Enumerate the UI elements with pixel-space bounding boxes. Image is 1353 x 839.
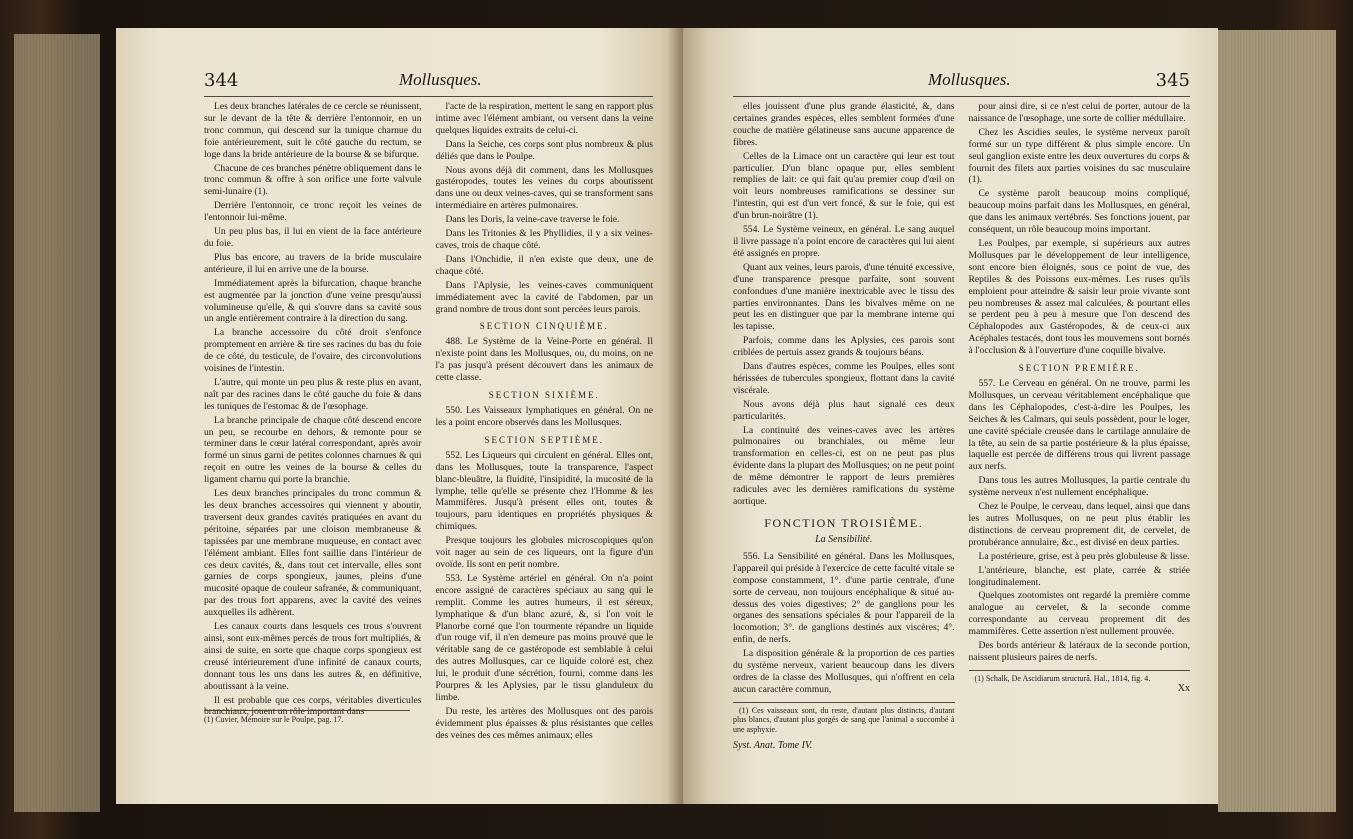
- paragraph: Immédiatement après la bifurcation, chaque branche est augmentée par la jonction d'une veine presqu'aussi volumineuse qu'elle, & qui s'ouvre dans sa cavité sous un angle entièrement contraire à la direction du sang.: [204, 277, 422, 325]
- right-folio: 345: [1155, 70, 1190, 91]
- right-running-title: Mollusques.: [928, 70, 1011, 89]
- paragraph: Nous avons déjà dit comment, dans les Mollusques gastéropodes, toutes les veines du corps aboutissent dans une ou deux veines-caves, qui se transforment sans intermédiaire en artères pulmonaires.: [435, 164, 653, 212]
- right-col2-footnote: (1) Schalk, De Ascidiarum structurâ. Hal., 1814, fig. 4.: [974, 673, 1151, 683]
- paragraph: Dans les Tritonies & les Phyllidies, il y a six veines-caves, trois de chaque côté.: [435, 228, 653, 251]
- signature-mark: Syst. Anat. Tome IV.: [733, 740, 813, 752]
- right-page: [683, 28, 1218, 804]
- section-heading: SECTION SIXIÈME.: [488, 390, 600, 401]
- paragraph: Chacune de ces branches pénètre obliquement dans le tronc commun & offre à son orifice une forte valvule semi-lunaire (1).: [204, 162, 422, 198]
- paragraph: 552. Les Liqueurs qui circulent en général. Elles ont, dans les Mollusques, toute la transparence, l'aspect blanc-bleuâtre, la fluidité, l'insipidité, la mucosité de la lymphe, telle qu'elle se présente chez l'Homme & les Mammifères. Jusqu'à présent elles ont, toutes & toujours, paru identiques en propriétés physiques & chimiques.: [435, 449, 653, 533]
- paragraph: Celles de la Limace ont un caractère qui leur est tout particulier. D'un blanc opaque pur, elles semblent remplies de lait: ce qui fait qu'au premier coup d'œil on voit leurs nombreuses ramifications se dessiner sur l'intestin, qui est d'un vert foncé, & sur le foie, qui est d'un brun-noirâtre (1).: [733, 150, 955, 222]
- paragraph: Dans tous les autres Mollusques, la partie centrale du système nerveux n'est nullement encéphalique.: [968, 475, 1190, 499]
- paragraph: pour ainsi dire, si ce n'est celui de porter, autour de la naissance de l'œsophage, une sorte de collier médullaire.: [968, 101, 1190, 124]
- paragraph: La continuité des veines-caves avec les artères pulmonaires ou branchiales, ou même leur transformation en celles-ci, est on ne peut pas plus évidente dans la plupart des Mollusques; on ne peut point de même démontrer le rapport de leurs premières radicules avec les dernières ramifications du système aortique.: [733, 424, 955, 507]
- paragraph: La postérieure, grise, est à peu près globuleuse & lisse.: [978, 550, 1190, 562]
- paragraph: Dans l'Onchidie, il n'en existe que deux, une de chaque côté.: [435, 253, 653, 277]
- catchword: Xx: [1177, 683, 1190, 695]
- paragraph: Il est probable que ces corps, véritables diverticules branchiaux, jouent un rôle important dans: [204, 694, 422, 718]
- paragraph: Du reste, les artères des Mollusques ont des parois évidemment plus épaisses & plus résistantes que celles des veines des ces mêmes animaux; elles: [435, 705, 653, 741]
- section-heading: SECTION CINQUIÈME.: [479, 321, 609, 332]
- right-page-column-2: [969, 101, 1191, 751]
- paragraph: Plus bas encore, au travers de la bride musculaire antérieure, il lui en arrive une de la bourse.: [204, 251, 422, 275]
- paragraph: Dans la Seiche, ces corps sont plus nombreux & plus déliés que dans le Poulpe.: [435, 138, 653, 162]
- paragraph: La disposition générale & la proportion de ces parties du système nerveux, varient beaucoup dans les divers ordres de la classe des Mollusques, qui n'offrent en cela aucun caractère commun,: [733, 648, 955, 695]
- left-footnote-area: [204, 710, 410, 724]
- paragraph: l'acte de la respiration, mettent le sang en rapport plus intime avec l'élément ambiant, ou versent dans la veine quelques liquides extraits de celui-ci.: [435, 101, 653, 136]
- left-page: [116, 28, 683, 804]
- paragraph: L'autre, qui monte un peu plus & reste plus en avant, naît par des racines dans le côté gauche du foie & dans les tuniques de l'estomac & de l'œsophage.: [204, 376, 422, 412]
- paragraph: Presque toujours les globules microscopiques qu'on voit nager au sein de ces liqueurs, ont la figure d'un ovoïde. Ils sont en petit nombre.: [435, 535, 653, 570]
- chapter-heading: FONCTION TROISIÈME.: [764, 515, 924, 530]
- left-folio: 344: [204, 70, 239, 91]
- paragraph: Les deux branches latérales de ce cercle se réunissent, sur le devant de la tête & derrière l'entonnoir, en un tronc commun, qui descend sur la tunique charnue du foie antérieurement, suit le côté gauche du rectum, se loge dans la bride antérieure de la bourse & se bifurque.: [204, 101, 422, 160]
- right-col2-footnotes: [969, 670, 1191, 684]
- page-edges-left: [14, 34, 100, 812]
- paragraph: Chez le Poulpe, le cerveau, dans lequel, ainsi que dans les autres Mollusques, on ne peut plus établir les distinctions de cerveau proprement dit, de cervelet, de protubérance annulaire, &c., est divisé en deux parties.: [968, 501, 1190, 548]
- paragraph: 556. La Sensibilité en général. Dans les Mollusques, l'appareil qui préside à l'exercice de cette faculté vitale se compose constamment, 1°. d'une partie centrale, d'une sorte de cerveau, non toujours encéphalique & situé au-dessus des voies digestives; 2° de ganglions pour les organes des sensations spéciales & pour l'appareil de la locomotion; 3°. de ganglions destinés aux viscères; 4°. enfin, de nerfs.: [733, 550, 955, 646]
- left-page-column-1: [204, 101, 422, 744]
- paragraph: Des bords antérieur & latéraux de la seconde portion, naissent plusieurs paires de nerfs.: [968, 640, 1190, 663]
- paragraph: Dans d'autres espèces, comme les Poulpes, elles sont hérissées de tubercules spongieux, flottant dans la cavité viscérale.: [733, 361, 955, 396]
- paragraph: 554. Le Système veineux, en général. Le sang auquel il livre passage n'a point encore de caractères qui lui aient été assignés en propre.: [733, 224, 955, 259]
- right-running-head: [733, 70, 1190, 97]
- section-heading: SECTION SEPTIÈME.: [484, 434, 604, 445]
- paragraph: Parfois, comme dans les Aplysies, ces parois sont criblées de pertuis assez grands & toujours béans.: [733, 335, 955, 359]
- paragraph: L'antérieure, blanche, est plate, carrée & striée longitudinalement.: [968, 564, 1190, 588]
- paragraph: La branche principale de chaque côté descend encore un peu, se recourbe en dehors, & remonte pour se terminer dans le cœur latéral correspondant, après avoir formé un sinus garni de petites colonnes charnues & qui reçoit en outre les veines de la bourse & celles du ligament charnu qui porte la branchie.: [204, 414, 422, 486]
- paragraph: Ce système paroît beaucoup moins compliqué, beaucoup moins parfait dans les Mollusques, en général, que dans les animaux vertébrés. Ses fonctions jouent, par conséquent, un rôle beaucoup moins important.: [968, 188, 1190, 236]
- paragraph: elles jouissent d'une plus grande élasticité, &, dans certaines grandes espèces, elles semblent formées d'une couche de matière gélatineuse sans aucune apparence de fibres.: [733, 101, 955, 148]
- left-footnote: (1) Cuvier, Mémoire sur le Poulpe, pag. 17.: [204, 715, 344, 724]
- paragraph: Les deux branches principales du tronc commun & les deux branches accessoires qui viennent y aboutir, traversent deux grandes cavités pratiquées en avant du péritoine, séparées par une cloison membraneuse & tapissées par une membrane muqueuse, en contact avec l'élément ambiant. Elles font saillie dans l'intérieur de ces deux cavités, &, dans tout cet intervalle, elles sont garnies de corps spongieux, jaunes, pleins d'une mucosité opaque de couleur safranée, & communiquant, par des trous fort apparens, avec la cavité des veines auxquelles ils adhèrent.: [204, 488, 422, 619]
- paragraph: Quelques zootomistes ont regardé la première comme analogue au cervelet, & la seconde comme correspondante au cerveau proprement dit des mammifères. Cette assertion n'est nullement prouvée.: [968, 590, 1190, 638]
- right-col1-footnotes: [733, 702, 955, 735]
- page-edges-right: [1218, 30, 1336, 812]
- right-col1-footnote: (1) Ces vaisseaux sont, du reste, d'autant plus distincts, d'autant plus blancs, d'autant plus gorgés de sang que l'animal a succombé à une asphyxie.: [733, 705, 955, 734]
- paragraph: Nous avons déjà plus haut signalé ces deux particularités.: [733, 398, 955, 422]
- paragraph: Un peu plus bas, il lui en vient de la face antérieure du foie.: [204, 226, 422, 249]
- paragraph: Quant aux veines, leurs parois, d'une ténuité excessive, d'une transparence presque parfaite, sont souvent confondues d'une manière inextricable avec le tissu des parties environnantes. Dans les bivalves même on ne peut les en distinguer que par la membrane interne qui les tapisse.: [733, 261, 955, 333]
- paragraph: 488. Le Système de la Veine-Porte en général. Il n'existe point dans les Mollusques, ou, du moins, on ne l'a pas jusqu'à présent découvert dans les animaux de cette classe.: [435, 336, 653, 384]
- paragraph: La branche accessoire du côté droit s'enfonce promptement en arrière & tire ses racines du bas du foie de ce côté, du testicule, de l'ovaire, des circonvolutions voisines de l'intestin.: [204, 327, 422, 375]
- paragraph: Dans les Doris, la veine-cave traverse le foie.: [445, 214, 620, 226]
- paragraph: 557. Le Cerveau en général. On ne trouve, parmi les Mollusques, un cerveau véritablement encéphalique que dans les Céphalopodes, c'est-à-dire les Poulpes, les Seiches & les Calmars, qui seuls possèdent, pour le loger, une cavité spéciale creusée dans le cartilage annulaire de la tête, au sein de sa partie postérieure & la plus épaisse, laquelle est percée de différens trous qui livrent passage aux nerfs.: [968, 378, 1190, 473]
- paragraph: Dans l'Aplysie, les veines-caves communiquent immédiatement avec la cavité de l'abdomen, par un grand nombre de trous dont sont percées leurs parois.: [435, 279, 653, 315]
- paragraph: 553. Le Système artériel en général. On n'a point encore assigné de caractères spéciaux au sang qui le remplit. Comme les autres humeurs, il est séreux, lymphatique & d'un blanc azuré, &, si l'on voit le Planorbe corné que l'on tourmente répandre un liquide d'un rouge vif, il n'en demeure pas moins prouvé que le véritable sang de ce gastéropode est semblable à celui des autres Mollusques, car ce liquide coloré est, chez lui, le produit d'une sécrétion, fourni, comme dans les Pourpres & les Aplysies, par le tissu glanduleux du limbe.: [435, 572, 653, 703]
- left-running-head: [204, 70, 653, 97]
- left-page-column-2: [436, 101, 654, 744]
- chapter-subtitle: La Sensibilité.: [815, 533, 873, 545]
- right-page-column-1: [733, 101, 955, 751]
- left-running-title: Mollusques.: [399, 70, 482, 89]
- paragraph: Derrière l'entonnoir, ce tronc reçoit les veines de l'entonnoir lui-même.: [204, 200, 422, 224]
- paragraph: 550. Les Vaisseaux lymphatiques en général. On ne les a point encore observés dans les Mollusques.: [435, 405, 653, 428]
- paragraph: Les canaux courts dans lesquels ces trous s'ouvrent ainsi, sont eux-mêmes percés de trous fort multipliés, & ainsi de suite, en sorte que chaque corps spongieux est creusé intérieurement d'une infinité de canaux courts, donnant tous les uns dans les autres &, en définitive, aboutissant à la veine.: [204, 621, 422, 692]
- paragraph: Chez les Ascidies seules, le système nerveux paroît formé sur un type différent & plus simple encore. Un seul ganglion existe entre les deux ouvertures du corps & fournit des filets aux parties voisines du sac musculaire (1).: [968, 126, 1190, 186]
- paragraph: Les Poulpes, par exemple, si supérieurs aux autres Mollusques par le développement de leur intelligence, sont encore bien éloignés, sous ce point de vue, des Reptiles & des Poissons eux-mêmes. Les ruses qu'ils emploient pour atteindre & saisir leur proie vivante sont peu nombreuses & assez mal calculées, & pourtant elles se perdent peu à peu à mesure que l'on descend des Céphalopodes aux Gastéropodes, & de ceux-ci aux Acéphales testacés, dont tous les mouvemens sont bornés à l'occlusion & à l'ouverture d'une coquille bivalve.: [968, 237, 1190, 357]
- section-heading: SECTION PREMIÈRE.: [1018, 363, 1140, 374]
